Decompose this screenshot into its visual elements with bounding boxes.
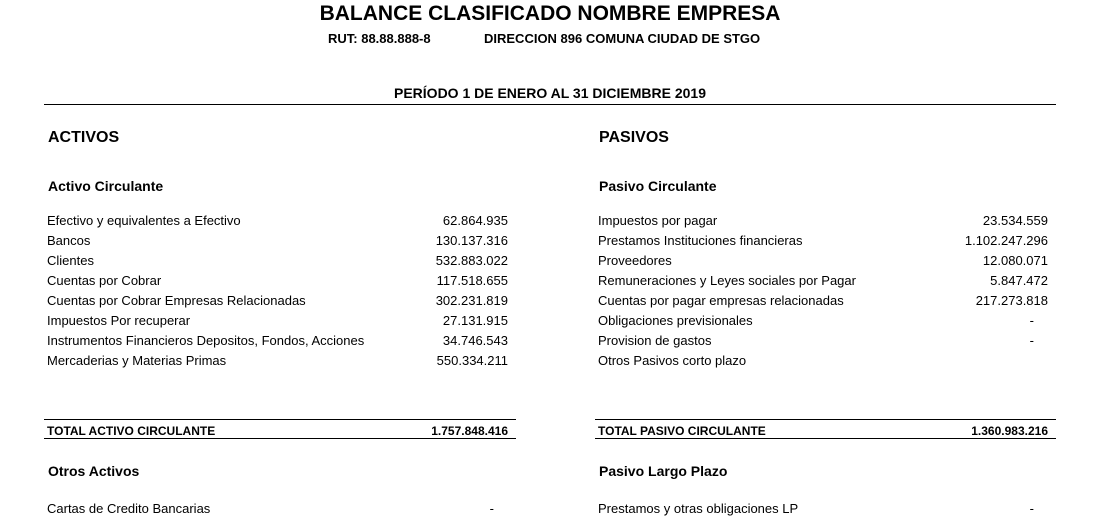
activos-heading: ACTIVOS <box>48 129 120 146</box>
pasivo-total-bottom-line <box>595 438 1056 439</box>
document-title: BALANCE CLASIFICADO NOMBRE EMPRESA <box>319 2 781 25</box>
header-divider <box>44 104 1056 105</box>
largo-plazo-row-value: - <box>1029 501 1034 516</box>
activo-row-value: 532.883.022 <box>435 253 508 268</box>
otros-activos-row-label: Cartas de Credito Bancarias <box>47 501 211 516</box>
pasivo-row-label: Impuestos por pagar <box>598 213 718 228</box>
pasivo-row-value: 1.102.247.296 <box>964 233 1048 248</box>
otros-activos-row-value: - <box>489 501 494 516</box>
activo-row-label: Cuentas por Cobrar <box>47 273 162 288</box>
activo-row-value: 27.131.915 <box>442 313 508 328</box>
pasivo-largo-plazo-heading: Pasivo Largo Plazo <box>599 463 728 479</box>
pasivo-row-label: Obligaciones previsionales <box>598 313 753 328</box>
pasivo-row-label: Cuentas por pagar empresas relacionadas <box>598 293 844 308</box>
activo-row-value: 62.864.935 <box>442 213 508 228</box>
pasivo-total-top-line <box>595 419 1056 420</box>
activo-row-value: 302.231.819 <box>435 293 508 308</box>
activo-row-value: 117.518.655 <box>436 273 508 288</box>
activo-row-value: 34.746.543 <box>442 333 508 348</box>
otros-activos-heading: Otros Activos <box>48 463 140 479</box>
total-pasivo-circulante-value: 1.360.983.216 <box>971 424 1048 438</box>
activo-total-top-line <box>44 419 516 420</box>
pasivo-row-value: 5.847.472 <box>990 273 1048 288</box>
pasivo-row-label: Otros Pasivos corto plazo <box>598 353 747 368</box>
pasivo-row-label: Remuneraciones y Leyes sociales por Pagar <box>598 273 856 288</box>
rut-text: RUT: 88.88.888-8 <box>328 31 431 46</box>
activo-row-label: Impuestos Por recuperar <box>47 313 191 328</box>
total-pasivo-circulante-label: TOTAL PASIVO CIRCULANTE <box>598 424 766 438</box>
largo-plazo-row-label: Prestamos y otras obligaciones LP <box>598 501 799 516</box>
pasivo-row-value: - <box>1029 333 1034 348</box>
pasivos-heading: PASIVOS <box>599 129 669 146</box>
total-activo-circulante-label: TOTAL ACTIVO CIRCULANTE <box>47 424 216 438</box>
pasivo-row-label: Prestamos Instituciones financieras <box>598 233 803 248</box>
pasivo-circulante-heading: Pasivo Circulante <box>599 178 717 194</box>
total-activo-circulante-value: 1.757.848.416 <box>431 424 508 438</box>
pasivo-row-value: - <box>1029 313 1034 328</box>
address-text: DIRECCION 896 COMUNA CIUDAD DE STGO <box>484 31 761 46</box>
pasivo-row-label: Proveedores <box>598 253 672 268</box>
activo-row-label: Bancos <box>47 233 91 248</box>
pasivo-row-value: 12.080.071 <box>982 253 1048 268</box>
activo-row-label: Efectivo y equivalentes a Efectivo <box>47 213 241 228</box>
activo-total-bottom-line <box>44 438 516 439</box>
activo-row-value: 550.334.211 <box>436 353 508 368</box>
pasivo-row-label: Provision de gastos <box>598 333 712 348</box>
activo-row-value: 130.137.316 <box>435 233 508 248</box>
activo-row-label: Cuentas por Cobrar Empresas Relacionadas <box>47 293 306 308</box>
activo-circulante-heading: Activo Circulante <box>48 178 164 194</box>
pasivo-row-value: 217.273.818 <box>975 293 1048 308</box>
activo-row-label: Mercaderias y Materias Primas <box>47 353 227 368</box>
period-text: PERÍODO 1 DE ENERO AL 31 DICIEMBRE 2019 <box>394 85 706 101</box>
activo-row-label: Instrumentos Financieros Depositos, Fondos, Acciones <box>47 333 365 348</box>
activo-row-label: Clientes <box>47 253 94 268</box>
pasivo-row-value: 23.534.559 <box>982 213 1048 228</box>
